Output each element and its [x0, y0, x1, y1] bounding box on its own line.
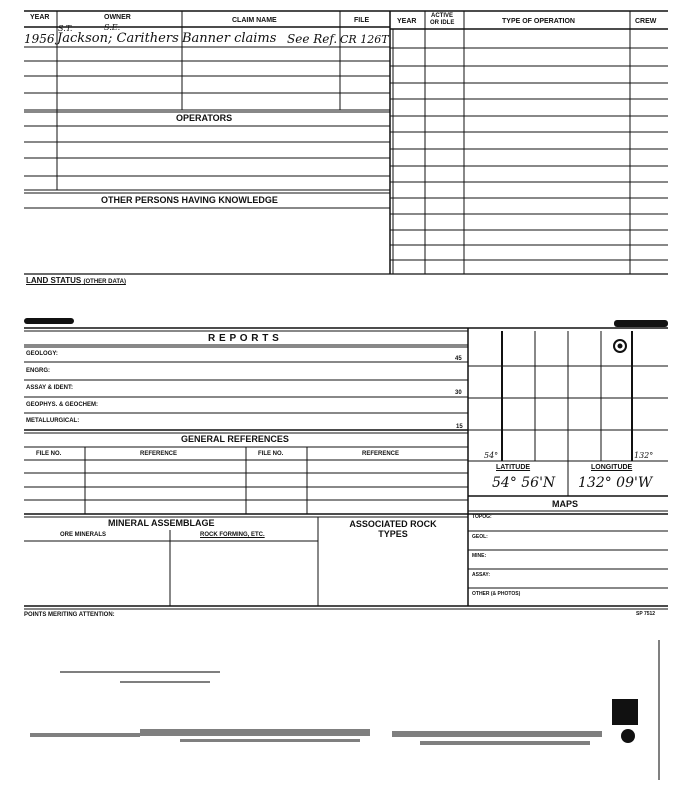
- reports-heading: R E P O R T S: [208, 333, 280, 344]
- latitude-label: LATITUDE: [496, 464, 531, 471]
- ore-minerals-header: ORE MINERALS: [60, 532, 107, 538]
- map-item-topog: TOPOG:: [472, 514, 492, 520]
- handwritten-owner: Jackson; Carithers: [57, 31, 179, 46]
- form-number: SP 7512: [636, 611, 656, 617]
- handwritten-file: CR 126T: [340, 33, 389, 46]
- report-label-assay: ASSAY & IDENT:: [26, 385, 74, 391]
- header-year-2: YEAR: [397, 18, 417, 25]
- header-crew: CREW: [635, 18, 657, 25]
- longitude-label: LONGITUDE: [591, 464, 633, 471]
- header-file: FILE: [354, 17, 370, 24]
- header-year: YEAR: [30, 14, 50, 21]
- handwritten-see-ref: See Ref.: [287, 32, 338, 46]
- associated-rock-types-heading: ASSOCIATED ROCK TYPES: [349, 519, 437, 540]
- map-item-assay: ASSAY:: [472, 572, 491, 578]
- handwritten-claim: Banner claims: [182, 31, 277, 46]
- general-references-heading: GENERAL REFERENCES: [181, 434, 289, 444]
- ref-header-reference: REFERENCE: [140, 451, 178, 457]
- header-active: ACTIVE: [431, 13, 454, 19]
- ref-header-reference-2: REFERENCE: [362, 451, 400, 457]
- mineral-assemblage-heading: MINERAL ASSEMBLAGE: [108, 518, 215, 528]
- other-persons-heading: OTHER PERSONS HAVING KNOWLEDGE: [101, 195, 278, 205]
- handwritten-initials-2: S.E.: [104, 23, 121, 32]
- header-type-of-operation: TYPE OF OPERATION: [502, 18, 575, 25]
- map-item-other: OTHER (& PHOTOS): [472, 591, 521, 597]
- header-owner: OWNER: [104, 14, 131, 21]
- land-status-heading: LAND STATUS (OTHER DATA): [26, 276, 126, 285]
- report-label-geology: GEOLOGY:: [26, 351, 58, 357]
- report-num-geology: 45: [455, 356, 462, 362]
- maps-heading: MAPS: [552, 499, 579, 509]
- grid-corner-left: 54°: [484, 451, 499, 460]
- operators-heading: OPERATORS: [176, 113, 233, 123]
- ref-header-file-no-2: FILE NO.: [258, 451, 284, 457]
- map-item-mine: MINE:: [472, 553, 487, 559]
- rock-forming-header: ROCK FORMING, ETC.: [200, 532, 265, 538]
- points-meriting-attention: POINTS MERITING ATTENTION:: [24, 612, 115, 618]
- grid-corner-right: 132°: [634, 451, 654, 460]
- map-item-geol: GEOL:: [472, 534, 488, 540]
- latitude-value: 54° 56'N: [492, 475, 556, 491]
- report-label-geophys: GEOPHYS. & GEOCHEM:: [26, 402, 99, 408]
- report-label-metallurgical: METALLURGICAL:: [26, 418, 80, 424]
- header-or-idle: OR IDLE: [430, 20, 455, 26]
- ref-header-file-no: FILE NO.: [36, 451, 62, 457]
- longitude-value: 132° 09'W: [578, 475, 653, 491]
- report-num-metallurgical: 15: [456, 424, 463, 430]
- handwritten-initials: S.T.: [58, 24, 73, 33]
- report-label-engrg: ENGRG:: [26, 368, 50, 374]
- header-claim-name: CLAIM NAME: [232, 17, 277, 24]
- report-num-assay: 30: [455, 390, 462, 396]
- handwritten-year: 1956: [24, 32, 55, 46]
